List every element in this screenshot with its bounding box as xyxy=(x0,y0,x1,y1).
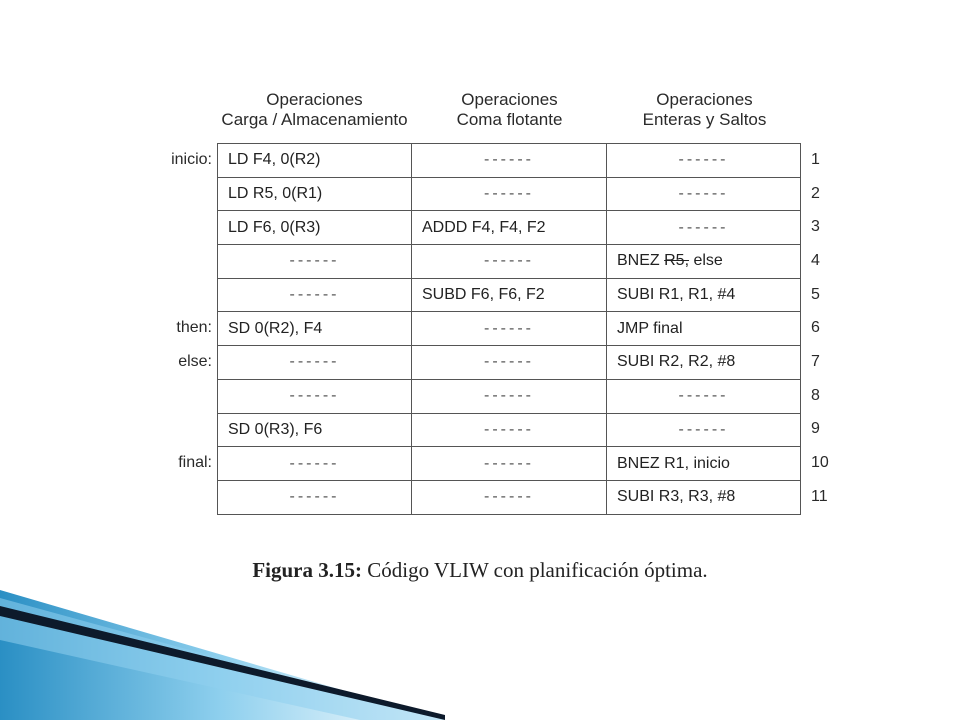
caption-label: Figura 3.15: xyxy=(252,558,362,582)
table-cell: ------ xyxy=(218,480,412,514)
table-cell: LD R5, 0(R1) xyxy=(218,177,412,211)
table-cell: ------ xyxy=(412,312,607,346)
table-cell: ------ xyxy=(607,413,801,447)
table-row xyxy=(218,312,801,346)
row-label: inicio: xyxy=(171,150,212,168)
table-cell: SD 0(R2), F4 xyxy=(218,312,412,346)
slide-decoration xyxy=(0,590,960,720)
table-cell: ------ xyxy=(218,278,412,312)
figure-caption xyxy=(0,558,960,583)
table-cell: ------ xyxy=(607,144,801,178)
table-cell: SUBI R1, R1, #4 xyxy=(607,278,801,312)
table-cell: ------ xyxy=(607,379,801,413)
cycle-number: 11 xyxy=(811,487,828,505)
cycle-number: 1 xyxy=(811,150,820,168)
table-cell: SUBI R3, R3, #8 xyxy=(607,480,801,514)
table-cell: ------ xyxy=(412,413,607,447)
table-cell: LD F4, 0(R2) xyxy=(218,144,412,178)
table-cell: BNEZ R1, inicio xyxy=(607,447,801,481)
cycle-number: 7 xyxy=(811,353,820,371)
vliw-schedule-table xyxy=(217,143,801,515)
cycle-number: 10 xyxy=(811,454,829,472)
table-row xyxy=(218,413,801,447)
header-load-store-line2: Carga / Almacenamiento xyxy=(221,110,408,129)
table-cell: LD F6, 0(R3) xyxy=(218,211,412,245)
header-floating-point xyxy=(412,90,607,130)
row-label: final: xyxy=(178,454,212,472)
table-cell: ------ xyxy=(218,379,412,413)
table-cell: ------ xyxy=(607,177,801,211)
table-cell: ------ xyxy=(412,480,607,514)
table-cell: ------ xyxy=(218,447,412,481)
header-load-store xyxy=(217,90,412,130)
cycle-number: 3 xyxy=(811,218,820,236)
table-row xyxy=(218,447,801,481)
table-row xyxy=(218,245,801,279)
table-cell: SUBD F6, F6, F2 xyxy=(412,278,607,312)
header-floating-point-line1: Operaciones xyxy=(461,90,558,109)
table-cell: ------ xyxy=(218,346,412,380)
cycle-number: 6 xyxy=(811,319,820,337)
cell-text: BNEZ xyxy=(617,252,665,270)
table-cell: JMP final xyxy=(607,312,801,346)
table-row xyxy=(218,144,801,178)
table-cell: ------ xyxy=(412,177,607,211)
cycle-number: 9 xyxy=(811,420,820,438)
caption-text: Código VLIW con planificación óptima. xyxy=(362,558,708,582)
cycle-number: 4 xyxy=(811,251,820,269)
table-cell: ADDD F4, F4, F2 xyxy=(412,211,607,245)
table-cell: ------ xyxy=(412,447,607,481)
table-row xyxy=(218,379,801,413)
cycle-number: 5 xyxy=(811,285,820,303)
cell-struck-text: R5, xyxy=(664,252,690,270)
table-row xyxy=(218,211,801,245)
header-integer-branch-line2: Enteras y Saltos xyxy=(642,110,767,129)
table-row xyxy=(218,480,801,514)
cell-text: else xyxy=(689,252,723,270)
table-row xyxy=(218,278,801,312)
table-row xyxy=(218,177,801,211)
table-cell: SUBI R2, R2, #8 xyxy=(607,346,801,380)
header-load-store-line1: Operaciones xyxy=(266,90,363,109)
table-cell: ------ xyxy=(412,144,607,178)
table-cell: ------ xyxy=(412,245,607,279)
table-cell: ------ xyxy=(607,211,801,245)
table-cell: ------ xyxy=(412,379,607,413)
header-floating-point-line2: Coma flotante xyxy=(456,110,563,129)
header-integer-branch xyxy=(607,90,802,130)
row-label: then: xyxy=(176,319,212,337)
table-cell xyxy=(607,245,801,279)
table-cell: ------ xyxy=(218,245,412,279)
table-cell: ------ xyxy=(412,346,607,380)
header-integer-branch-line1: Operaciones xyxy=(656,90,753,109)
row-label: else: xyxy=(178,353,212,371)
table-row xyxy=(218,346,801,380)
cycle-number: 2 xyxy=(811,184,820,202)
table-cell: SD 0(R3), F6 xyxy=(218,413,412,447)
cycle-number: 8 xyxy=(811,386,820,404)
